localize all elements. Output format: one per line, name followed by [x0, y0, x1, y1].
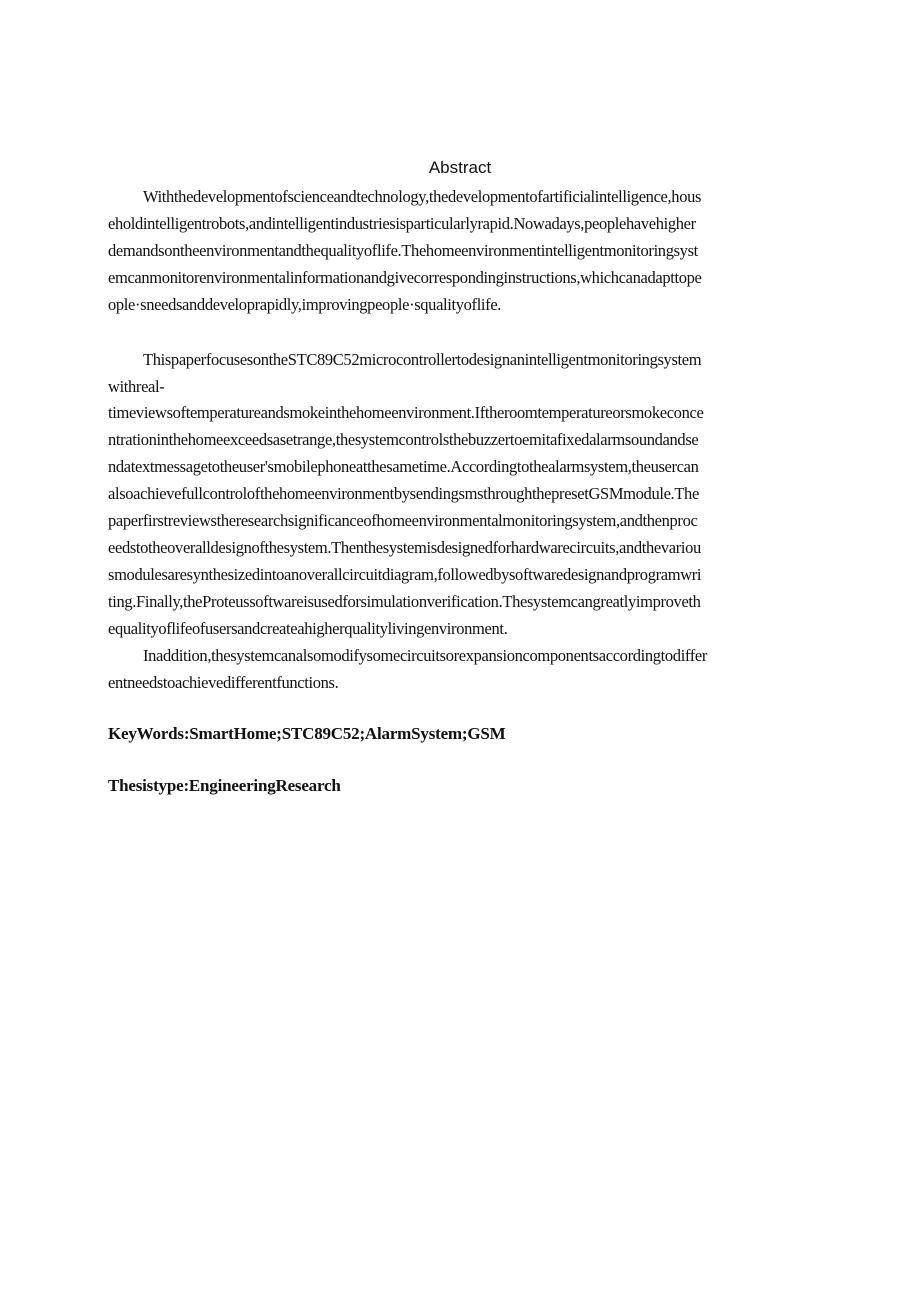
paragraph-1-line-2: eholdintelligentrobots,andintelligentindustriesisparticularlyrapid.Nowadays,peoplehavehigher [108, 214, 696, 233]
keywords-line: KeyWords:SmartHome;STC89C52;AlarmSystem;GSM [108, 724, 506, 743]
paragraph-2-line-11: equalityoflifeofusersandcreateahigherqualitylivingenvironment. [108, 619, 508, 638]
paragraph-2-line-7: paperfirstreviewstheresearchsignificanceofhomeenvironmentalmonitoringsystem,andthenproc [108, 511, 698, 530]
paragraph-2-line-1: ThispaperfocusesontheSTC89C52microcontrollertodesignanintelligentmonitoringsystem [143, 350, 702, 369]
paragraph-2-line-3: timeviewsoftemperatureandsmokeinthehomeenvironment.Iftheroomtemperatureorsmokeconce [108, 403, 704, 422]
paragraph-1-line-5: ople·sneedsanddeveloprapidly,improvingpeople·squalityoflife. [108, 295, 502, 314]
paragraph-2-line-5: ndatextmessagetotheuser'smobilephoneatthesametime.Accordingtothealarmsystem,theusercan [108, 457, 699, 476]
paragraph-2-line-8: eedstotheoveralldesignofthesystem.Thenthesystemisdesignedforhardwarecircuits,andthevariou [108, 538, 701, 557]
thesis-type-line: Thesistype:EngineeringResearch [108, 776, 341, 795]
paragraph-2-line-4: ntrationinthehomeexceedsasetrange,thesystemcontrolsthebuzzertoemitafixedalarmsoundandse [108, 430, 699, 449]
paragraph-3-line-2: entneedstoachievedifferentfunctions. [108, 673, 339, 692]
paragraph-2-line-9: smodulesaresynthesizedintoanoverallcircuitdiagram,followedbysoftwaredesignandprogramwri [108, 565, 702, 584]
paragraph-2-line-2: withreal- [108, 377, 165, 396]
paragraph-3-line-1: Inaddition,thesystemcanalsomodifysomecircuitsorexpansioncomponentsaccordingtodiffer [143, 646, 708, 665]
paragraph-1-line-4: emcanmonitorenvironmentalinformationandgivecorrespondinginstructions,whichcanadapttope [108, 268, 702, 287]
paragraph-1-line-3: demandsontheenvironmentandthequalityoflife.Thehomeenvironmentintelligentmonitoringsyst [108, 241, 698, 260]
abstract-title: Abstract [428, 158, 492, 177]
paragraph-1-line-1: Withthedevelopmentofscienceandtechnology,thedevelopmentofartificialintelligence,hous [143, 187, 702, 206]
paragraph-2-line-10: ting.Finally,theProteussoftwareisusedforsimulationverification.Thesystemcangreatlyimproveth [108, 592, 701, 611]
paragraph-2-line-6: alsoachievefullcontrolofthehomeenvironmentbysendingsmsthroughthepresetGSMmodule.The [108, 484, 699, 503]
